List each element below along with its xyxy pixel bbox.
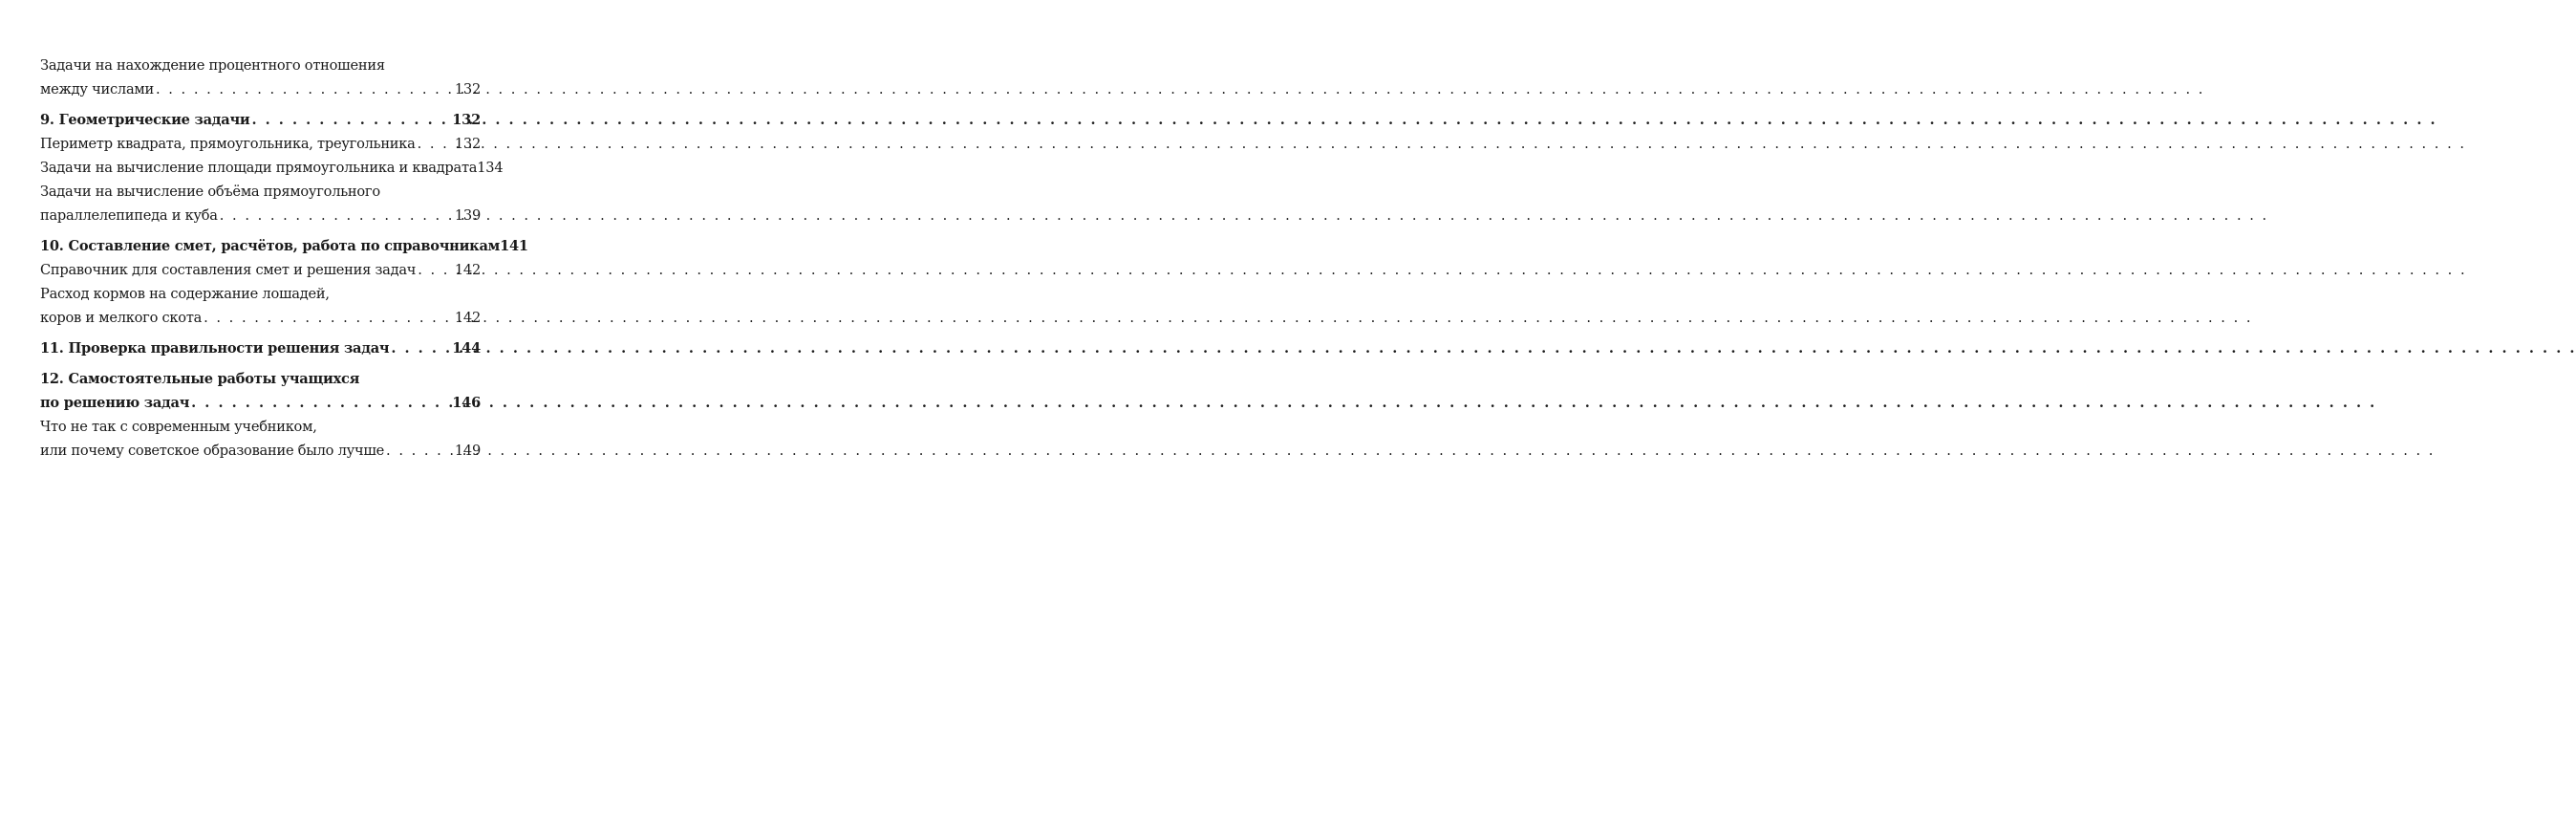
toc-line [40,336,481,360]
toc-line [40,439,481,463]
toc-line [40,108,481,132]
toc-line [40,156,504,180]
toc-chapter [40,234,528,258]
toc-leader-dots [418,258,453,282]
toc-leader-dots [191,391,450,415]
toc-entry-text: Задачи на нахождение процентного отношения [40,57,385,74]
toc-page-number: 142 [454,310,481,326]
toc-line [40,180,481,204]
toc-page-number: 132 [454,81,481,97]
toc-chapter [40,336,481,360]
toc-entry [40,415,481,463]
toc-line [40,391,481,415]
toc-page-number: 144 [452,340,481,357]
toc-entry [40,132,481,156]
toc-leader-dots [386,439,453,463]
toc-page-number: 141 [500,238,528,254]
toc-entry-text: Задачи на вычисление площади прямоугольника и квадрата [40,160,478,176]
toc-leader-dots [220,204,453,227]
toc-leader-dots [251,108,450,132]
toc-page-number: 132 [452,112,481,128]
toc-entry [40,54,481,101]
toc-entry-text: 11. Проверка правильности решения задач [40,340,390,357]
toc-line [40,204,481,227]
toc-entry-text: или почему советское образование было лучше [40,443,385,459]
toc-entry-text: между числами [40,81,154,97]
toc-chapter [40,108,481,132]
toc-line [40,132,481,156]
toc-line [40,258,481,282]
toc-line [40,77,481,101]
table-of-contents [40,54,528,463]
toc-entry-text: Задачи на вычисление объёма прямоугольного [40,184,380,200]
toc-entry-text: коров и мелкого скота [40,310,203,326]
toc-leader-dots [418,132,453,156]
toc-entry-text: Что не так с современным учебником, [40,419,317,435]
toc-entry-text: параллелепипеда и куба [40,207,218,224]
toc-chapter [40,367,481,415]
toc-entry [40,180,481,227]
toc-page-number: 146 [452,395,481,411]
toc-line [40,367,481,391]
toc-leader-dots [391,336,450,360]
toc-entry-text: Расход кормов на содержание лошадей, [40,286,330,302]
toc-line [40,306,481,330]
toc-entry-text: по решению задач [40,395,190,411]
toc-leader-dots [156,77,453,101]
toc-leader-dots [204,306,453,330]
toc-entry-text: 9. Геометрические задачи [40,112,250,128]
toc-entry-text: 12. Самостоятельные работы учащихся [40,371,360,387]
toc-page-number: 149 [454,443,481,459]
toc-page-number: 132 [454,136,481,152]
toc-entry-text: Периметр квадрата, прямоугольника, треугольника [40,136,416,152]
toc-entry-text: 10. Составление смет, расчётов, работа по справочникам [40,238,501,254]
toc-page-number: 142 [454,262,481,278]
toc-line [40,54,481,77]
toc-line [40,282,481,306]
toc-page-number: 139 [454,207,481,224]
toc-line [40,415,481,439]
toc-entry [40,282,481,330]
toc-entry-text: Справочник для составления смет и решения задач [40,262,417,278]
toc-entry [40,156,504,180]
toc-entry [40,258,481,282]
toc-line [40,234,528,258]
toc-page-number: 134 [477,160,504,176]
